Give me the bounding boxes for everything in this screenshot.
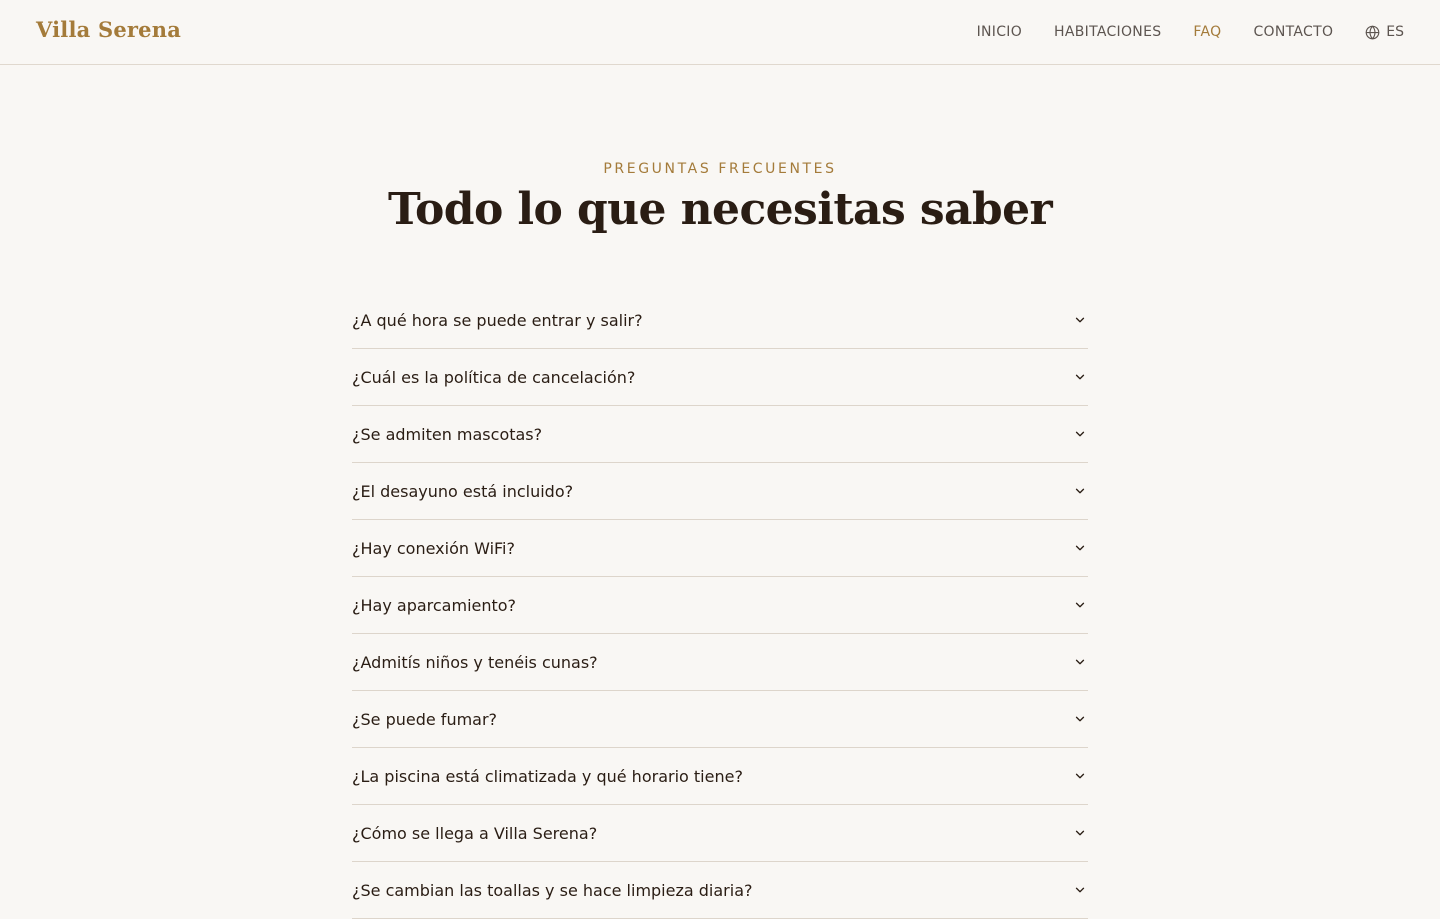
chevron-down-icon — [1072, 369, 1088, 385]
chevron-down-icon — [1072, 654, 1088, 670]
faq-item[interactable] — [352, 463, 1088, 520]
faq-question: ¿Se cambian las toallas y se hace limpieza diaria? — [352, 880, 753, 900]
faq-question: ¿Hay conexión WiFi? — [352, 538, 515, 558]
faq-question: ¿Admitís niños y tenéis cunas? — [352, 652, 598, 672]
faq-item[interactable] — [352, 748, 1088, 805]
faq-question: ¿El desayuno está incluido? — [352, 481, 574, 501]
brand-logo[interactable]: Villa Serena — [36, 17, 182, 42]
site-header — [0, 0, 1440, 65]
faq-question: ¿A qué hora se puede entrar y salir? — [352, 310, 643, 330]
nav-item-habitaciones[interactable]: HABITACIONES — [1054, 24, 1162, 40]
faq-question: ¿Hay aparcamiento? — [352, 595, 517, 615]
faq-item[interactable] — [352, 691, 1088, 748]
main-nav — [945, 0, 1404, 64]
nav-item-contacto[interactable]: CONTACTO — [1253, 24, 1334, 40]
chevron-down-icon — [1072, 426, 1088, 442]
chevron-down-icon — [1072, 768, 1088, 784]
nav-item-inicio[interactable]: INICIO — [976, 24, 1023, 40]
chevron-down-icon — [1072, 825, 1088, 841]
faq-item[interactable] — [352, 577, 1088, 634]
faq-question: ¿Cuál es la política de cancelación? — [352, 367, 636, 387]
faq-item[interactable] — [352, 634, 1088, 691]
chevron-down-icon — [1072, 597, 1088, 613]
chevron-down-icon — [1072, 483, 1088, 499]
faq-question: ¿La piscina está climatizada y qué horario tiene? — [352, 766, 743, 786]
faq-item[interactable] — [352, 406, 1088, 463]
faq-item[interactable] — [352, 805, 1088, 862]
faq-item[interactable] — [352, 349, 1088, 406]
section-eyebrow: PREGUNTAS FRECUENTES — [603, 161, 837, 177]
faq-question: ¿Se admiten mascotas? — [352, 424, 543, 444]
chevron-down-icon — [1072, 882, 1088, 898]
faq-question: ¿Se puede fumar? — [352, 709, 498, 729]
faq-list — [352, 292, 1088, 919]
nav-item-faq[interactable]: FAQ — [1193, 24, 1222, 40]
language-label: ES — [1386, 24, 1404, 40]
faq-question: ¿Cómo se llega a Villa Serena? — [352, 823, 598, 843]
faq-item[interactable] — [352, 862, 1088, 919]
language-selector[interactable] — [1365, 24, 1404, 40]
page-title: Todo lo que necesitas saber — [387, 184, 1053, 235]
chevron-down-icon — [1072, 312, 1088, 328]
chevron-down-icon — [1072, 711, 1088, 727]
faq-item[interactable] — [352, 520, 1088, 577]
globe-icon — [1365, 25, 1380, 40]
chevron-down-icon — [1072, 540, 1088, 556]
faq-item[interactable] — [352, 292, 1088, 349]
